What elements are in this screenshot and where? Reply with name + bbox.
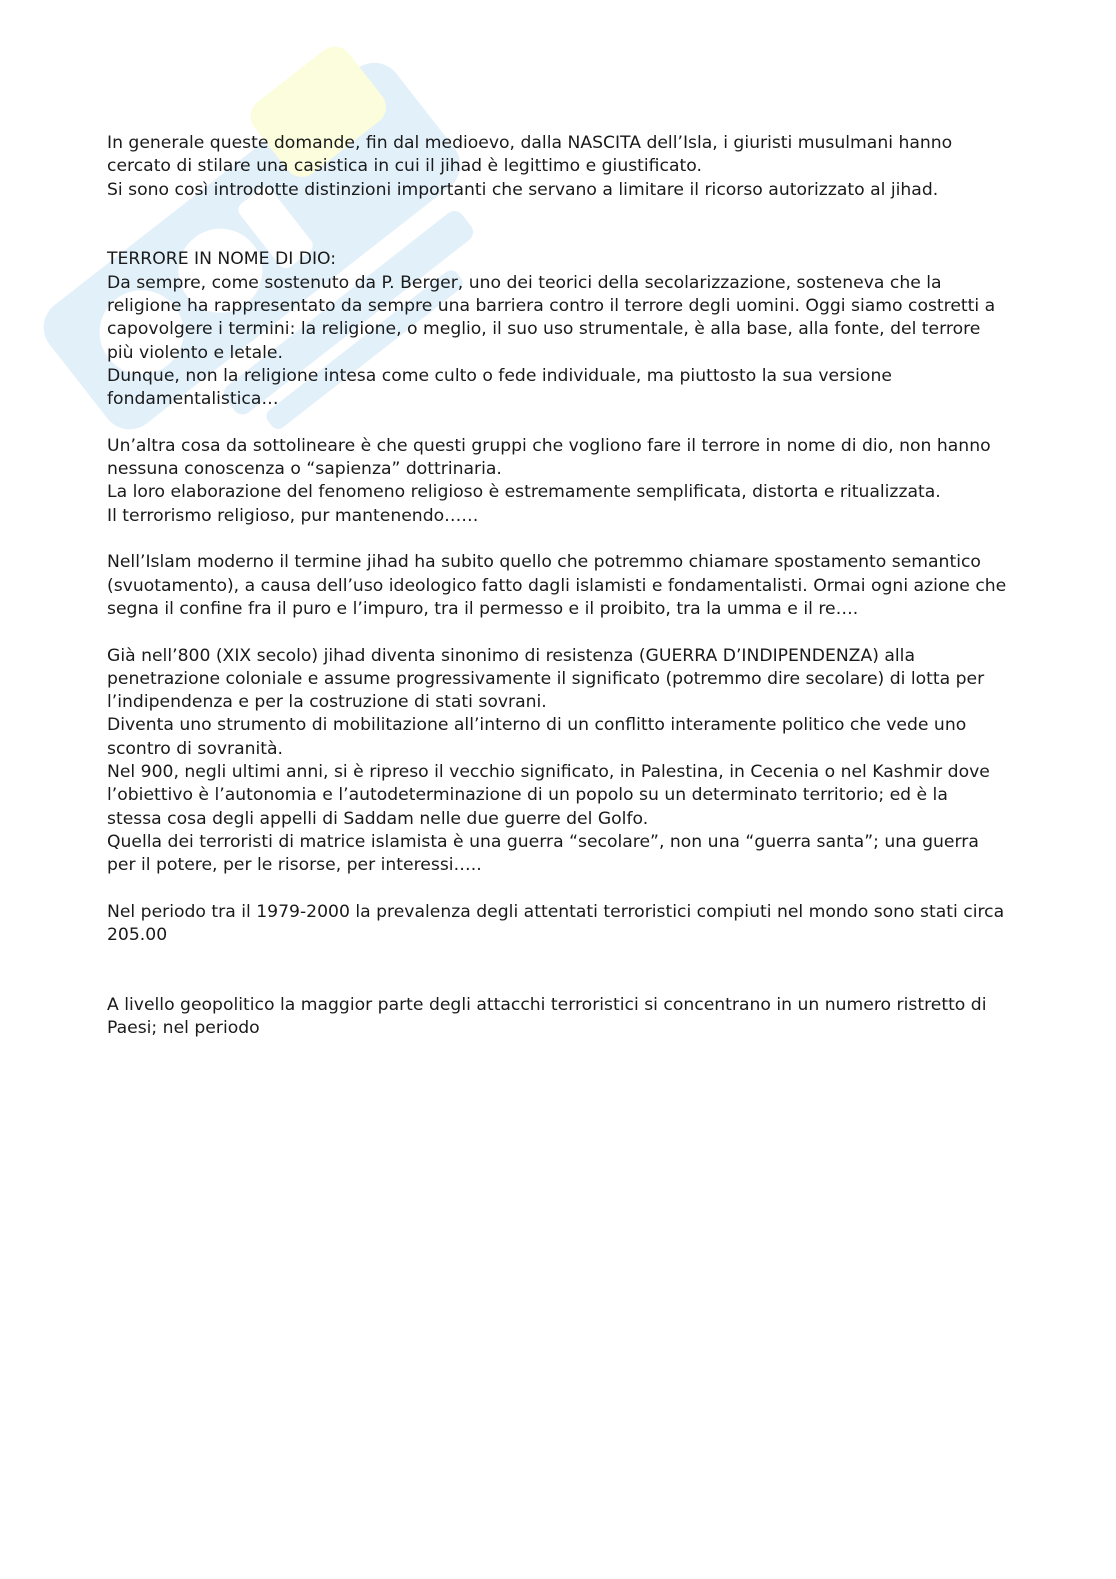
paragraph-14: A livello geopolitico la maggior parte degli attacchi terroristici si concentrano in un numero ristretto di Paesi; nel periodo [107, 994, 987, 1039]
paragraph-2: Si sono così introdotte distinzioni importanti che servano a limitare il ricorso autorizzato al jihad. [107, 179, 939, 200]
paragraph-4: Dunque, non la religione intesa come culto o fede individuale, ma piuttosto la sua versione fondamentalistica… [107, 365, 892, 410]
section-heading: TERRORE IN NOME DI DIO: [107, 249, 337, 270]
document-body [107, 132, 1007, 1041]
paragraph-13: Nel periodo tra il 1979-2000 la prevalenza degli attentati terroristici compiuti nel mondo sono stati circa 205.00 [107, 901, 1005, 946]
paragraph-7: Il terrorismo religioso, pur mantenendo…… [107, 505, 479, 526]
paragraph-1: In generale queste domande, fin dal medioevo, dalla NASCITA dell’Isla, i giuristi musulmani hanno cercato di stilare una casistica in cui il jihad è legittimo e giustificato. [107, 133, 953, 177]
paragraph-12: Quella dei terroristi di matrice islamista è una guerra “secolare”, non una “guerra santa”; una guerra per il potere, per le risorse, per interessi….. [107, 831, 979, 876]
paragraph-3: Da sempre, come sostenuto da P. Berger, uno dei teorici della secolarizzazione, sosteneva che la religione ha rappresentato da sempre una barriera contro il terrore degli uomini. Oggi siamo costretti a capovolgere i termini: la religione, o meglio, il suo uso strumentale, è alla base, alla fonte, del terrore più violento e letale. [107, 272, 996, 363]
paragraph-10: Diventa uno strumento di mobilitazione all’interno di un conflitto interamente politico che vede uno scontro di sovranità. [107, 715, 967, 759]
paragraph-5: Un’altra cosa da sottolineare è che questi gruppi che vogliono fare il terrore in nome di dio, non hanno nessuna conoscenza o “sapienza” dottrinaria. [107, 435, 991, 480]
paragraph-8: Nell’Islam moderno il termine jihad ha subito quello che potremmo chiamare spostamento semantico (svuotamento), a causa dell’uso ideologico fatto dagli islamisti e fondamentalisti. Ormai ogni azione che segna il confine fra il puro e l’impuro, tra il permesso e il proibito, tra la umma e il re…. [107, 552, 1007, 619]
paragraph-9: Già nell’800 (XIX secolo) jihad diventa sinonimo di resistenza (GUERRA D’INDIPENDENZA) alla penetrazione coloniale e assume progressivamente il significato (potremmo dire secolare) di lotta per l’indipendenza e per la costruzione di stati sovrani. [107, 645, 985, 713]
paragraph-6: La loro elaborazione del fenomeno religioso è estremamente semplificata, distorta e ritualizzata. [107, 482, 941, 503]
paragraph-11: Nel 900, negli ultimi anni, si è ripreso il vecchio significato, in Palestina, in Cecenia o nel Kashmir dove l’obiettivo è l’autonomia e l’autodeterminazione di un popolo su un determinato territorio; ed è la stessa cosa degli appelli di Saddam nelle due guerre del Golfo. [107, 762, 990, 829]
